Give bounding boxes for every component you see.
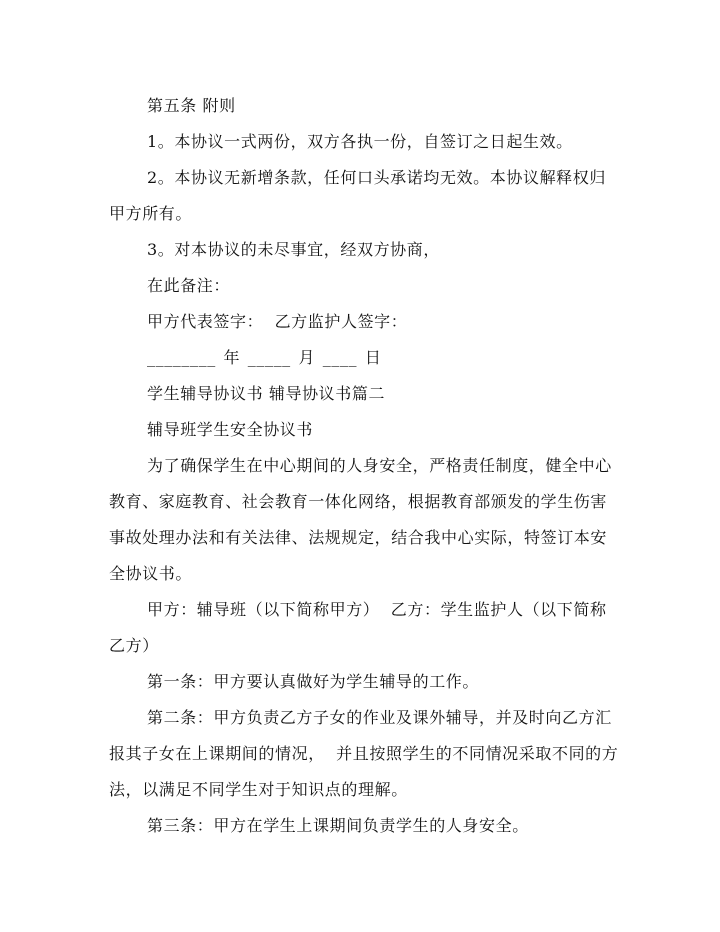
article-2-cont-2: 法，以满足不同学生对于知识点的理解。: [109, 780, 408, 799]
agreement-subtitle: 辅导班学生安全协议书: [147, 420, 314, 439]
intro-paragraph-line-1: 为了确保学生在中心期间的人身安全，严格责任制度，健全中心: [147, 456, 612, 475]
article-1: 第一条：甲方要认真做好为学生辅导的工作。: [147, 672, 480, 691]
clause-3: 3。对本协议的未尽事宜，经双方协商，: [147, 240, 440, 259]
clause-2: 2。本协议无新增条款，任何口头承诺均无效。本协议解释权归: [147, 168, 606, 187]
document-title: 学生辅导协议书 辅导协议书篇二: [147, 384, 386, 403]
intro-paragraph-line-3: 事故处理办法和有关法律、法规规定，结合我中心实际，特签订本安: [109, 528, 608, 547]
clause-1: 1。本协议一式两份，双方各执一份，自签订之日起生效。: [147, 132, 573, 151]
intro-paragraph-line-4: 全协议书。: [109, 564, 193, 583]
signature-line: 甲方代表签字： 乙方监护人签字：: [147, 312, 408, 331]
remarks-label: 在此备注：: [147, 276, 231, 295]
parties-line: 甲方：辅导班（以下简称甲方） 乙方：学生监护人（以下简称: [147, 600, 607, 619]
intro-paragraph-line-2: 教育、家庭教育、社会教育一体化网络，根据教育部颁发的学生伤害: [109, 492, 608, 511]
article-2: 第二条：甲方负责乙方子女的作业及课外辅导，并及时向乙方汇: [147, 708, 612, 727]
parties-line-cont: 乙方）: [109, 636, 159, 655]
date-line: ________ 年 _____ 月 ____ 日: [147, 348, 382, 367]
article-3: 第三条：甲方在学生上课期间负责学生的人身安全。: [147, 816, 529, 835]
clause-2-cont: 甲方所有。: [109, 204, 193, 223]
section-heading: 第五条 附则: [147, 96, 236, 115]
article-2-cont-1: 报其子女在上课期间的情况， 并且按照学生的不同情况采取不同的方: [109, 744, 619, 763]
